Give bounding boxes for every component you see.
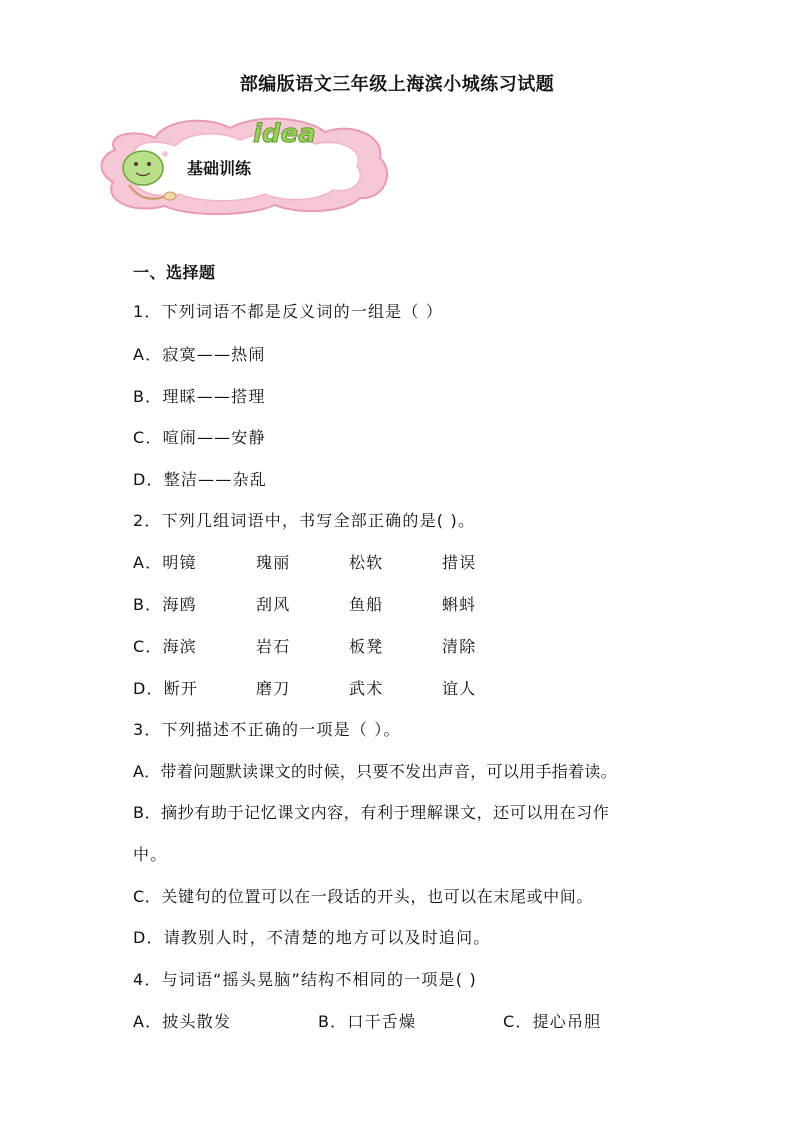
q1-option-b: B．理睬——搭理 xyxy=(133,387,266,406)
q2-row-b-word-1: B．海鸥 xyxy=(133,595,197,614)
q2-row-d-word-4: 谊人 xyxy=(442,679,477,698)
q2-row-c-word-1: C．海滨 xyxy=(133,637,197,656)
q3-option-c: C．关键句的位置可以在一段话的开头，也可以在末尾或中间。 xyxy=(133,887,593,906)
q2-row-d-word-1: D．断开 xyxy=(133,679,199,698)
q2-row-b-word-2: 刮风 xyxy=(256,595,291,614)
q2-row-a-word-3: 松软 xyxy=(349,553,384,572)
q2-row-c-word-2: 岩石 xyxy=(256,637,291,656)
q2-row-a-word-4: 措误 xyxy=(442,553,477,572)
question-2: 2．下列几组词语中，书写全部正确的是( )。 xyxy=(133,511,476,530)
q2-row-c-word-4: 清除 xyxy=(442,637,477,656)
q1-option-a: A．寂寞——热闹 xyxy=(133,345,266,364)
q2-row-b-word-4: 蝌蚪 xyxy=(442,595,477,614)
question-4: 4．与词语“摇头晃脑”结构不相同的一项是( ) xyxy=(133,970,477,989)
q3-option-d: D．请教别人时，不清楚的地方可以及时追问。 xyxy=(133,928,491,947)
q4-option-b: B．口干舌燥 xyxy=(318,1012,417,1031)
q4-option-c: C．提心吊胆 xyxy=(503,1012,602,1031)
character-body xyxy=(123,151,163,185)
q1-option-c: C．喧闹——安静 xyxy=(133,428,266,447)
q4-option-a: A．披头散发 xyxy=(133,1012,232,1031)
q2-row-d-word-3: 武术 xyxy=(349,679,384,698)
q3-option-a: A．带着问题默读课文的时候，只要不发出声音，可以用手指着读。 xyxy=(133,762,617,781)
q3-option-b-line-2: 中。 xyxy=(133,845,168,864)
q3-option-b-line-1: B．摘抄有助于记忆课文内容，有利于理解课文，还可以用在习作 xyxy=(133,803,610,822)
q2-row-b-word-3: 鱼船 xyxy=(349,595,384,614)
document-title: 部编版语文三年级上海滨小城练习试题 xyxy=(239,74,555,95)
q2-row-d-word-2: 磨刀 xyxy=(256,679,291,698)
q2-row-a-word-2: 瑰丽 xyxy=(256,553,291,572)
question-1: 1．下列词语不都是反义词的一组是（ ） xyxy=(133,302,444,321)
idea-word: idea xyxy=(253,119,316,149)
section-heading: 一、选择题 xyxy=(133,263,216,282)
section-banner-label: 基础训练 xyxy=(187,159,252,178)
q2-row-c-word-3: 板凳 xyxy=(349,637,384,656)
q2-row-a-word-1: A．明镜 xyxy=(133,553,197,572)
question-3: 3．下列描述不正确的一项是（ ）。 xyxy=(133,720,401,739)
q1-option-d: D．整洁——杂乱 xyxy=(133,470,267,489)
